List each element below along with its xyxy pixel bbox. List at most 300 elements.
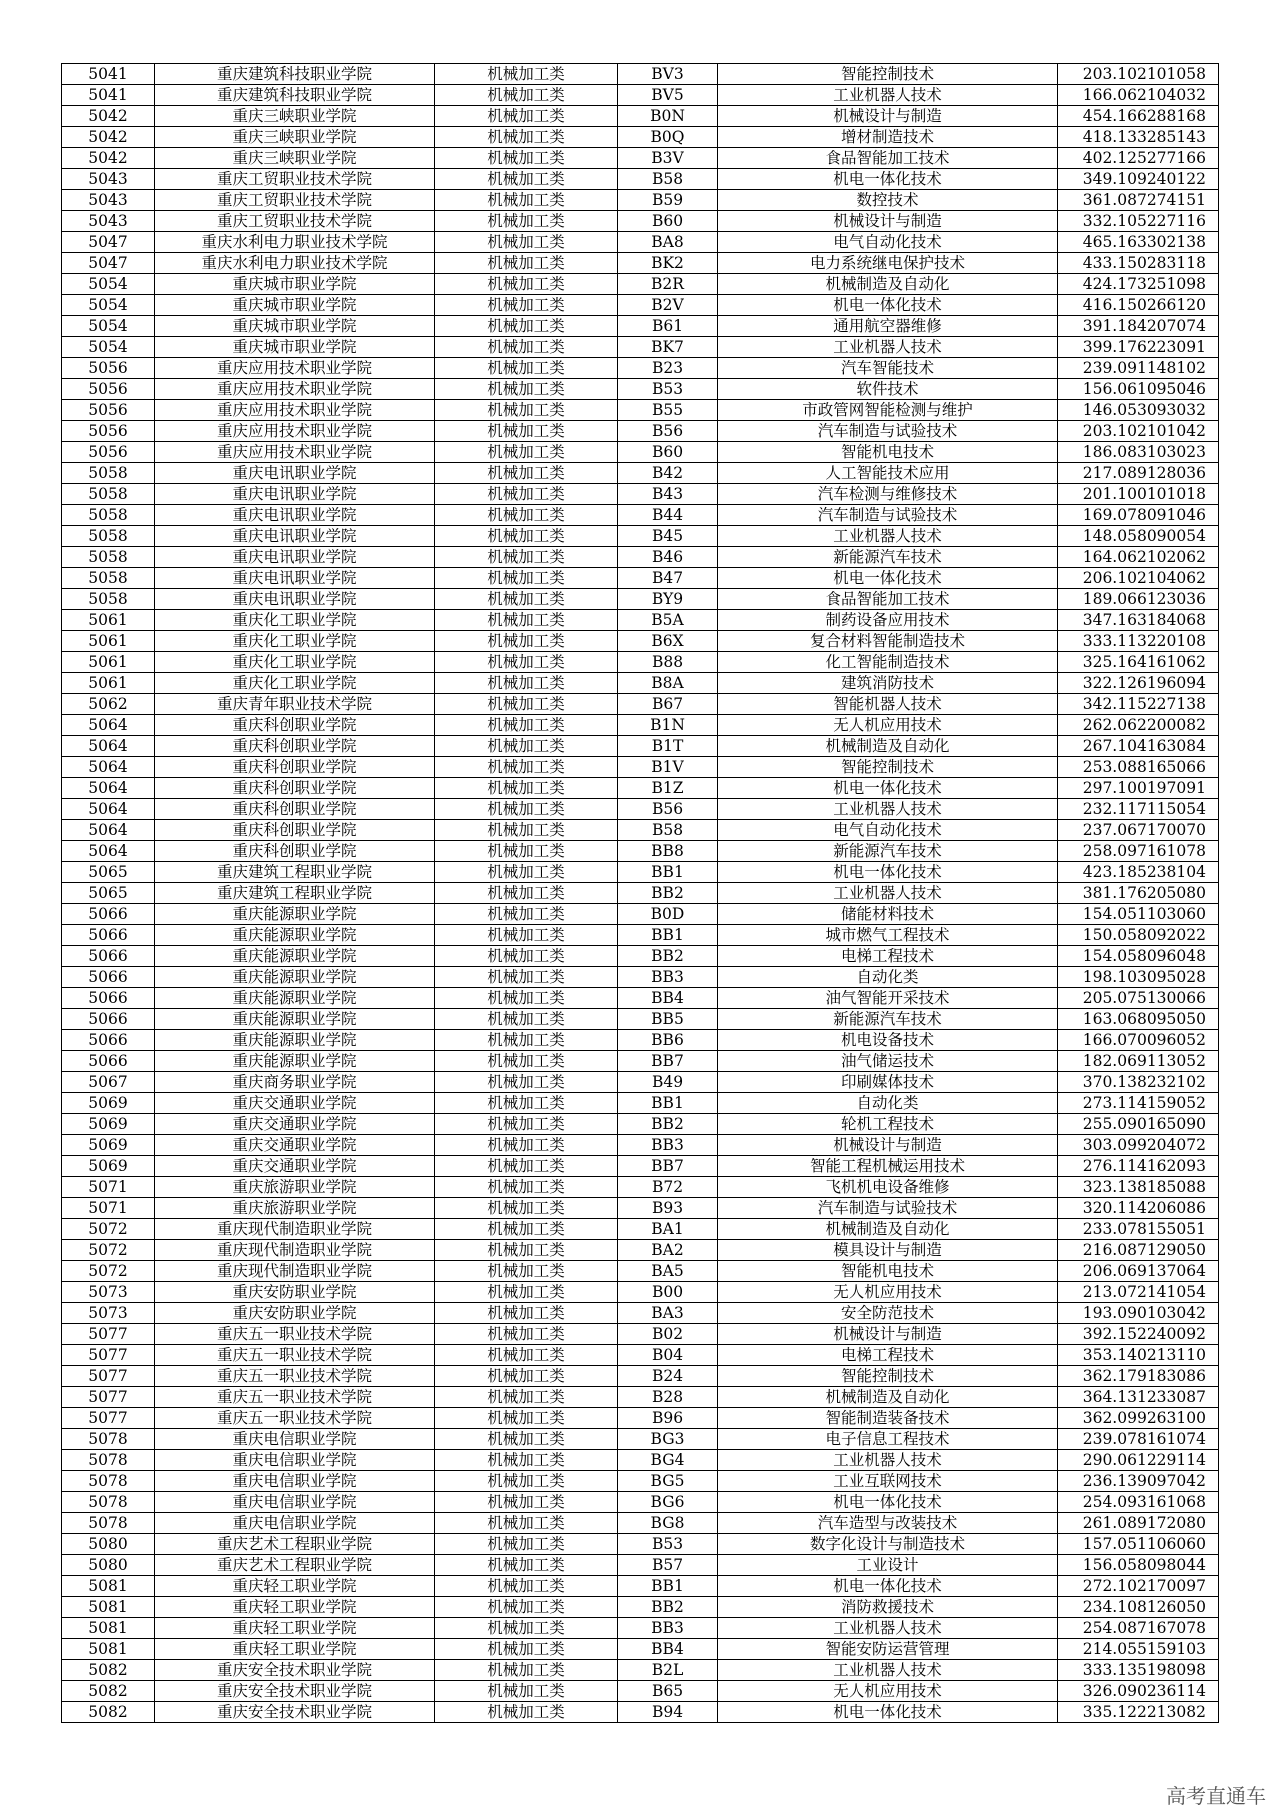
table-row	[62, 127, 1219, 148]
score-cell: 424.173251098	[1058, 274, 1219, 295]
school-code-cell: 5061	[62, 631, 155, 652]
school-name-cell: 重庆应用技术职业学院	[155, 442, 435, 463]
category-cell: 机械加工类	[435, 1345, 618, 1366]
score-cell: 166.062104032	[1058, 85, 1219, 106]
table-row	[62, 484, 1219, 505]
school-code-cell: 5058	[62, 589, 155, 610]
school-name-cell: 重庆能源职业学院	[155, 988, 435, 1009]
major-name-cell: 工业机器人技术	[718, 85, 1058, 106]
school-name-cell: 重庆科创职业学院	[155, 736, 435, 757]
school-code-cell: 5081	[62, 1639, 155, 1660]
category-cell: 机械加工类	[435, 1471, 618, 1492]
category-cell: 机械加工类	[435, 1114, 618, 1135]
score-cell: 297.100197091	[1058, 778, 1219, 799]
school-name-cell: 重庆交通职业学院	[155, 1114, 435, 1135]
school-name-cell: 重庆建筑工程职业学院	[155, 883, 435, 904]
table-row	[62, 295, 1219, 316]
school-name-cell: 重庆青年职业技术学院	[155, 694, 435, 715]
score-cell: 154.058096048	[1058, 946, 1219, 967]
major-name-cell: 汽车制造与试验技术	[718, 1198, 1058, 1219]
major-code-cell: B42	[618, 463, 718, 484]
school-name-cell: 重庆现代制造职业学院	[155, 1219, 435, 1240]
category-cell: 机械加工类	[435, 421, 618, 442]
table-row	[62, 1492, 1219, 1513]
major-name-cell: 化工智能制造技术	[718, 652, 1058, 673]
table-row	[62, 1219, 1219, 1240]
major-name-cell: 智能安防运营管理	[718, 1639, 1058, 1660]
score-cell: 205.075130066	[1058, 988, 1219, 1009]
school-name-cell: 重庆电讯职业学院	[155, 463, 435, 484]
score-cell: 156.058098044	[1058, 1555, 1219, 1576]
major-code-cell: B2R	[618, 274, 718, 295]
score-cell: 322.126196094	[1058, 673, 1219, 694]
major-name-cell: 机械制造及自动化	[718, 1387, 1058, 1408]
major-name-cell: 工业机器人技术	[718, 1450, 1058, 1471]
score-cell: 217.089128036	[1058, 463, 1219, 484]
table-row	[62, 736, 1219, 757]
school-code-cell: 5066	[62, 988, 155, 1009]
score-cell: 370.138232102	[1058, 1072, 1219, 1093]
major-code-cell: BG5	[618, 1471, 718, 1492]
score-cell: 333.113220108	[1058, 631, 1219, 652]
major-code-cell: B8A	[618, 673, 718, 694]
table-row	[62, 253, 1219, 274]
school-name-cell: 重庆建筑科技职业学院	[155, 85, 435, 106]
table-row	[62, 841, 1219, 862]
major-name-cell: 智能控制技术	[718, 757, 1058, 778]
score-cell: 333.135198098	[1058, 1660, 1219, 1681]
category-cell: 机械加工类	[435, 190, 618, 211]
table-row	[62, 1324, 1219, 1345]
major-name-cell: 汽车智能技术	[718, 358, 1058, 379]
school-name-cell: 重庆安防职业学院	[155, 1303, 435, 1324]
major-name-cell: 机械制造及自动化	[718, 1219, 1058, 1240]
major-name-cell: 智能控制技术	[718, 64, 1058, 85]
school-code-cell: 5081	[62, 1618, 155, 1639]
school-code-cell: 5061	[62, 652, 155, 673]
school-name-cell: 重庆化工职业学院	[155, 673, 435, 694]
score-cell: 320.114206086	[1058, 1198, 1219, 1219]
school-name-cell: 重庆建筑工程职业学院	[155, 862, 435, 883]
school-code-cell: 5078	[62, 1513, 155, 1534]
school-code-cell: 5047	[62, 232, 155, 253]
school-name-cell: 重庆城市职业学院	[155, 295, 435, 316]
score-cell: 290.061229114	[1058, 1450, 1219, 1471]
table-row	[62, 694, 1219, 715]
score-cell: 416.150266120	[1058, 295, 1219, 316]
category-cell: 机械加工类	[435, 1009, 618, 1030]
school-code-cell: 5064	[62, 778, 155, 799]
school-name-cell: 重庆电讯职业学院	[155, 484, 435, 505]
major-code-cell: B96	[618, 1408, 718, 1429]
major-name-cell: 机械设计与制造	[718, 106, 1058, 127]
category-cell: 机械加工类	[435, 1282, 618, 1303]
school-name-cell: 重庆五一职业技术学院	[155, 1408, 435, 1429]
category-cell: 机械加工类	[435, 148, 618, 169]
category-cell: 机械加工类	[435, 526, 618, 547]
major-code-cell: B1V	[618, 757, 718, 778]
school-code-cell: 5078	[62, 1429, 155, 1450]
major-name-cell: 无人机应用技术	[718, 1681, 1058, 1702]
major-name-cell: 机电一体化技术	[718, 1702, 1058, 1723]
table-row	[62, 1156, 1219, 1177]
score-cell: 423.185238104	[1058, 862, 1219, 883]
category-cell: 机械加工类	[435, 295, 618, 316]
school-name-cell: 重庆五一职业技术学院	[155, 1324, 435, 1345]
major-name-cell: 新能源汽车技术	[718, 1009, 1058, 1030]
score-cell: 164.062102062	[1058, 547, 1219, 568]
category-cell: 机械加工类	[435, 1240, 618, 1261]
major-code-cell: BA8	[618, 232, 718, 253]
school-code-cell: 5058	[62, 547, 155, 568]
score-cell: 236.139097042	[1058, 1471, 1219, 1492]
category-cell: 机械加工类	[435, 1534, 618, 1555]
school-name-cell: 重庆能源职业学院	[155, 925, 435, 946]
score-cell: 332.105227116	[1058, 211, 1219, 232]
school-name-cell: 重庆电信职业学院	[155, 1429, 435, 1450]
major-code-cell: B47	[618, 568, 718, 589]
score-cell: 201.100101018	[1058, 484, 1219, 505]
major-name-cell: 汽车造型与改装技术	[718, 1513, 1058, 1534]
table-row	[62, 1030, 1219, 1051]
score-cell: 148.058090054	[1058, 526, 1219, 547]
school-name-cell: 重庆城市职业学院	[155, 274, 435, 295]
category-cell: 机械加工类	[435, 799, 618, 820]
category-cell: 机械加工类	[435, 946, 618, 967]
major-name-cell: 机械设计与制造	[718, 1135, 1058, 1156]
table-row	[62, 421, 1219, 442]
major-name-cell: 储能材料技术	[718, 904, 1058, 925]
score-cell: 392.152240092	[1058, 1324, 1219, 1345]
major-name-cell: 轮机工程技术	[718, 1114, 1058, 1135]
major-name-cell: 工业机器人技术	[718, 883, 1058, 904]
school-name-cell: 重庆交通职业学院	[155, 1135, 435, 1156]
table-row	[62, 778, 1219, 799]
category-cell: 机械加工类	[435, 1450, 618, 1471]
school-code-cell: 5082	[62, 1660, 155, 1681]
major-name-cell: 油气智能开采技术	[718, 988, 1058, 1009]
score-cell: 261.089172080	[1058, 1513, 1219, 1534]
school-code-cell: 5061	[62, 610, 155, 631]
school-name-cell: 重庆能源职业学院	[155, 1051, 435, 1072]
school-code-cell: 5054	[62, 295, 155, 316]
category-cell: 机械加工类	[435, 589, 618, 610]
score-cell: 232.117115054	[1058, 799, 1219, 820]
major-code-cell: B28	[618, 1387, 718, 1408]
school-name-cell: 重庆安防职业学院	[155, 1282, 435, 1303]
major-name-cell: 智能控制技术	[718, 1366, 1058, 1387]
major-code-cell: BG4	[618, 1450, 718, 1471]
score-cell: 198.103095028	[1058, 967, 1219, 988]
school-name-cell: 重庆电讯职业学院	[155, 505, 435, 526]
school-name-cell: 重庆化工职业学院	[155, 631, 435, 652]
score-cell: 254.093161068	[1058, 1492, 1219, 1513]
major-code-cell: BB1	[618, 1093, 718, 1114]
major-code-cell: BB4	[618, 1639, 718, 1660]
table-row	[62, 862, 1219, 883]
major-name-cell: 软件技术	[718, 379, 1058, 400]
major-name-cell: 汽车制造与试验技术	[718, 505, 1058, 526]
category-cell: 机械加工类	[435, 1219, 618, 1240]
major-code-cell: B61	[618, 316, 718, 337]
category-cell: 机械加工类	[435, 1072, 618, 1093]
school-code-cell: 5077	[62, 1345, 155, 1366]
table-row	[62, 1198, 1219, 1219]
major-name-cell: 机械制造及自动化	[718, 736, 1058, 757]
school-code-cell: 5073	[62, 1303, 155, 1324]
table-row	[62, 169, 1219, 190]
major-name-cell: 智能制造装备技术	[718, 1408, 1058, 1429]
school-code-cell: 5056	[62, 421, 155, 442]
major-name-cell: 食品智能加工技术	[718, 148, 1058, 169]
category-cell: 机械加工类	[435, 757, 618, 778]
table-row	[62, 1513, 1219, 1534]
table-row	[62, 232, 1219, 253]
school-code-cell: 5072	[62, 1261, 155, 1282]
category-cell: 机械加工类	[435, 106, 618, 127]
category-cell: 机械加工类	[435, 1030, 618, 1051]
major-name-cell: 消防救援技术	[718, 1597, 1058, 1618]
school-code-cell: 5058	[62, 568, 155, 589]
table-row	[62, 1093, 1219, 1114]
table-row	[62, 1639, 1219, 1660]
category-cell: 机械加工类	[435, 1429, 618, 1450]
table-row	[62, 337, 1219, 358]
table-row	[62, 1597, 1219, 1618]
school-code-cell: 5064	[62, 820, 155, 841]
school-code-cell: 5072	[62, 1219, 155, 1240]
category-cell: 机械加工类	[435, 883, 618, 904]
table-row	[62, 64, 1219, 85]
school-name-cell: 重庆现代制造职业学院	[155, 1261, 435, 1282]
category-cell: 机械加工类	[435, 1639, 618, 1660]
major-name-cell: 无人机应用技术	[718, 1282, 1058, 1303]
table-row	[62, 673, 1219, 694]
school-name-cell: 重庆安全技术职业学院	[155, 1660, 435, 1681]
major-code-cell: BB4	[618, 988, 718, 1009]
school-name-cell: 重庆科创职业学院	[155, 715, 435, 736]
school-name-cell: 重庆轻工职业学院	[155, 1576, 435, 1597]
school-code-cell: 5066	[62, 967, 155, 988]
table-row	[62, 211, 1219, 232]
school-name-cell: 重庆电讯职业学院	[155, 526, 435, 547]
table-row	[62, 1303, 1219, 1324]
category-cell: 机械加工类	[435, 652, 618, 673]
category-cell: 机械加工类	[435, 988, 618, 1009]
category-cell: 机械加工类	[435, 379, 618, 400]
category-cell: 机械加工类	[435, 715, 618, 736]
score-cell: 391.184207074	[1058, 316, 1219, 337]
score-cell: 239.091148102	[1058, 358, 1219, 379]
score-cell: 454.166288168	[1058, 106, 1219, 127]
school-name-cell: 重庆轻工职业学院	[155, 1618, 435, 1639]
major-code-cell: B0Q	[618, 127, 718, 148]
major-name-cell: 工业互联网技术	[718, 1471, 1058, 1492]
major-code-cell: BB2	[618, 1597, 718, 1618]
major-name-cell: 飞机机电设备维修	[718, 1177, 1058, 1198]
major-code-cell: B02	[618, 1324, 718, 1345]
school-code-cell: 5065	[62, 883, 155, 904]
table-row	[62, 379, 1219, 400]
school-name-cell: 重庆五一职业技术学院	[155, 1345, 435, 1366]
category-cell: 机械加工类	[435, 64, 618, 85]
major-code-cell: B3V	[618, 148, 718, 169]
table-row	[62, 1051, 1219, 1072]
major-code-cell: BV5	[618, 85, 718, 106]
table-row	[62, 316, 1219, 337]
major-name-cell: 电气自动化技术	[718, 820, 1058, 841]
major-code-cell: BB1	[618, 925, 718, 946]
score-cell: 166.070096052	[1058, 1030, 1219, 1051]
major-code-cell: BB5	[618, 1009, 718, 1030]
school-name-cell: 重庆电信职业学院	[155, 1492, 435, 1513]
score-cell: 276.114162093	[1058, 1156, 1219, 1177]
major-code-cell: B94	[618, 1702, 718, 1723]
category-cell: 机械加工类	[435, 967, 618, 988]
school-code-cell: 5069	[62, 1135, 155, 1156]
watermark-text: 高考直通车	[1166, 1784, 1266, 1808]
category-cell: 机械加工类	[435, 778, 618, 799]
school-code-cell: 5066	[62, 1030, 155, 1051]
major-name-cell: 复合材料智能制造技术	[718, 631, 1058, 652]
major-code-cell: BB3	[618, 967, 718, 988]
table-row	[62, 652, 1219, 673]
score-cell: 146.053093032	[1058, 400, 1219, 421]
category-cell: 机械加工类	[435, 1261, 618, 1282]
category-cell: 机械加工类	[435, 1702, 618, 1723]
school-code-cell: 5069	[62, 1114, 155, 1135]
school-name-cell: 重庆三峡职业学院	[155, 127, 435, 148]
score-cell: 342.115227138	[1058, 694, 1219, 715]
category-cell: 机械加工类	[435, 337, 618, 358]
major-name-cell: 智能机器人技术	[718, 694, 1058, 715]
school-code-cell: 5066	[62, 946, 155, 967]
major-code-cell: BA1	[618, 1219, 718, 1240]
major-code-cell: B1T	[618, 736, 718, 757]
major-code-cell: B24	[618, 1366, 718, 1387]
school-code-cell: 5067	[62, 1072, 155, 1093]
score-cell: 325.164161062	[1058, 652, 1219, 673]
table-row	[62, 1408, 1219, 1429]
major-name-cell: 机电一体化技术	[718, 1576, 1058, 1597]
admission-score-table	[61, 63, 1219, 1723]
score-cell: 272.102170097	[1058, 1576, 1219, 1597]
score-cell: 206.069137064	[1058, 1261, 1219, 1282]
school-name-cell: 重庆能源职业学院	[155, 967, 435, 988]
major-name-cell: 工业机器人技术	[718, 526, 1058, 547]
table-row	[62, 442, 1219, 463]
category-cell: 机械加工类	[435, 610, 618, 631]
major-name-cell: 汽车制造与试验技术	[718, 421, 1058, 442]
major-code-cell: BB2	[618, 946, 718, 967]
table-row	[62, 1114, 1219, 1135]
major-name-cell: 无人机应用技术	[718, 715, 1058, 736]
school-code-cell: 5047	[62, 253, 155, 274]
school-code-cell: 5042	[62, 127, 155, 148]
school-code-cell: 5041	[62, 64, 155, 85]
table-row	[62, 967, 1219, 988]
major-code-cell: BG6	[618, 1492, 718, 1513]
school-name-cell: 重庆科创职业学院	[155, 799, 435, 820]
major-code-cell: B5A	[618, 610, 718, 631]
score-cell: 233.078155051	[1058, 1219, 1219, 1240]
school-name-cell: 重庆电信职业学院	[155, 1471, 435, 1492]
school-code-cell: 5043	[62, 211, 155, 232]
school-code-cell: 5042	[62, 106, 155, 127]
table-row	[62, 190, 1219, 211]
table-row	[62, 358, 1219, 379]
school-code-cell: 5071	[62, 1198, 155, 1219]
school-name-cell: 重庆现代制造职业学院	[155, 1240, 435, 1261]
score-cell: 203.102101042	[1058, 421, 1219, 442]
table-row	[62, 1177, 1219, 1198]
major-name-cell: 机电一体化技术	[718, 778, 1058, 799]
table-row	[62, 148, 1219, 169]
major-name-cell: 自动化类	[718, 1093, 1058, 1114]
school-name-cell: 重庆交通职业学院	[155, 1093, 435, 1114]
table-row	[62, 1702, 1219, 1723]
major-name-cell: 油气储运技术	[718, 1051, 1058, 1072]
school-code-cell: 5042	[62, 148, 155, 169]
category-cell: 机械加工类	[435, 1177, 618, 1198]
table-row	[62, 631, 1219, 652]
school-code-cell: 5080	[62, 1555, 155, 1576]
major-code-cell: BB1	[618, 862, 718, 883]
major-code-cell: B93	[618, 1198, 718, 1219]
category-cell: 机械加工类	[435, 1135, 618, 1156]
major-code-cell: B55	[618, 400, 718, 421]
school-code-cell: 5066	[62, 925, 155, 946]
category-cell: 机械加工类	[435, 1093, 618, 1114]
school-name-cell: 重庆五一职业技术学院	[155, 1366, 435, 1387]
school-code-cell: 5056	[62, 358, 155, 379]
school-code-cell: 5058	[62, 505, 155, 526]
major-name-cell: 机电一体化技术	[718, 568, 1058, 589]
school-name-cell: 重庆艺术工程职业学院	[155, 1555, 435, 1576]
major-code-cell: B67	[618, 694, 718, 715]
table-row	[62, 1240, 1219, 1261]
school-name-cell: 重庆商务职业学院	[155, 1072, 435, 1093]
category-cell: 机械加工类	[435, 820, 618, 841]
school-name-cell: 重庆电讯职业学院	[155, 547, 435, 568]
major-name-cell: 工业机器人技术	[718, 337, 1058, 358]
category-cell: 机械加工类	[435, 1303, 618, 1324]
school-name-cell: 重庆科创职业学院	[155, 778, 435, 799]
major-code-cell: BB3	[618, 1135, 718, 1156]
score-cell: 326.090236114	[1058, 1681, 1219, 1702]
score-cell: 193.090103042	[1058, 1303, 1219, 1324]
table-row	[62, 1681, 1219, 1702]
score-cell: 362.099263100	[1058, 1408, 1219, 1429]
major-name-cell: 机械设计与制造	[718, 211, 1058, 232]
major-name-cell: 食品智能加工技术	[718, 589, 1058, 610]
major-name-cell: 电子信息工程技术	[718, 1429, 1058, 1450]
school-code-cell: 5056	[62, 379, 155, 400]
major-name-cell: 数控技术	[718, 190, 1058, 211]
score-cell: 335.122213082	[1058, 1702, 1219, 1723]
table-row	[62, 715, 1219, 736]
major-code-cell: B04	[618, 1345, 718, 1366]
major-code-cell: B59	[618, 190, 718, 211]
major-name-cell: 电力系统继电保护技术	[718, 253, 1058, 274]
score-cell: 347.163184068	[1058, 610, 1219, 631]
category-cell: 机械加工类	[435, 484, 618, 505]
major-code-cell: BG8	[618, 1513, 718, 1534]
category-cell: 机械加工类	[435, 841, 618, 862]
school-name-cell: 重庆应用技术职业学院	[155, 400, 435, 421]
table-row	[62, 106, 1219, 127]
major-name-cell: 汽车检测与维修技术	[718, 484, 1058, 505]
